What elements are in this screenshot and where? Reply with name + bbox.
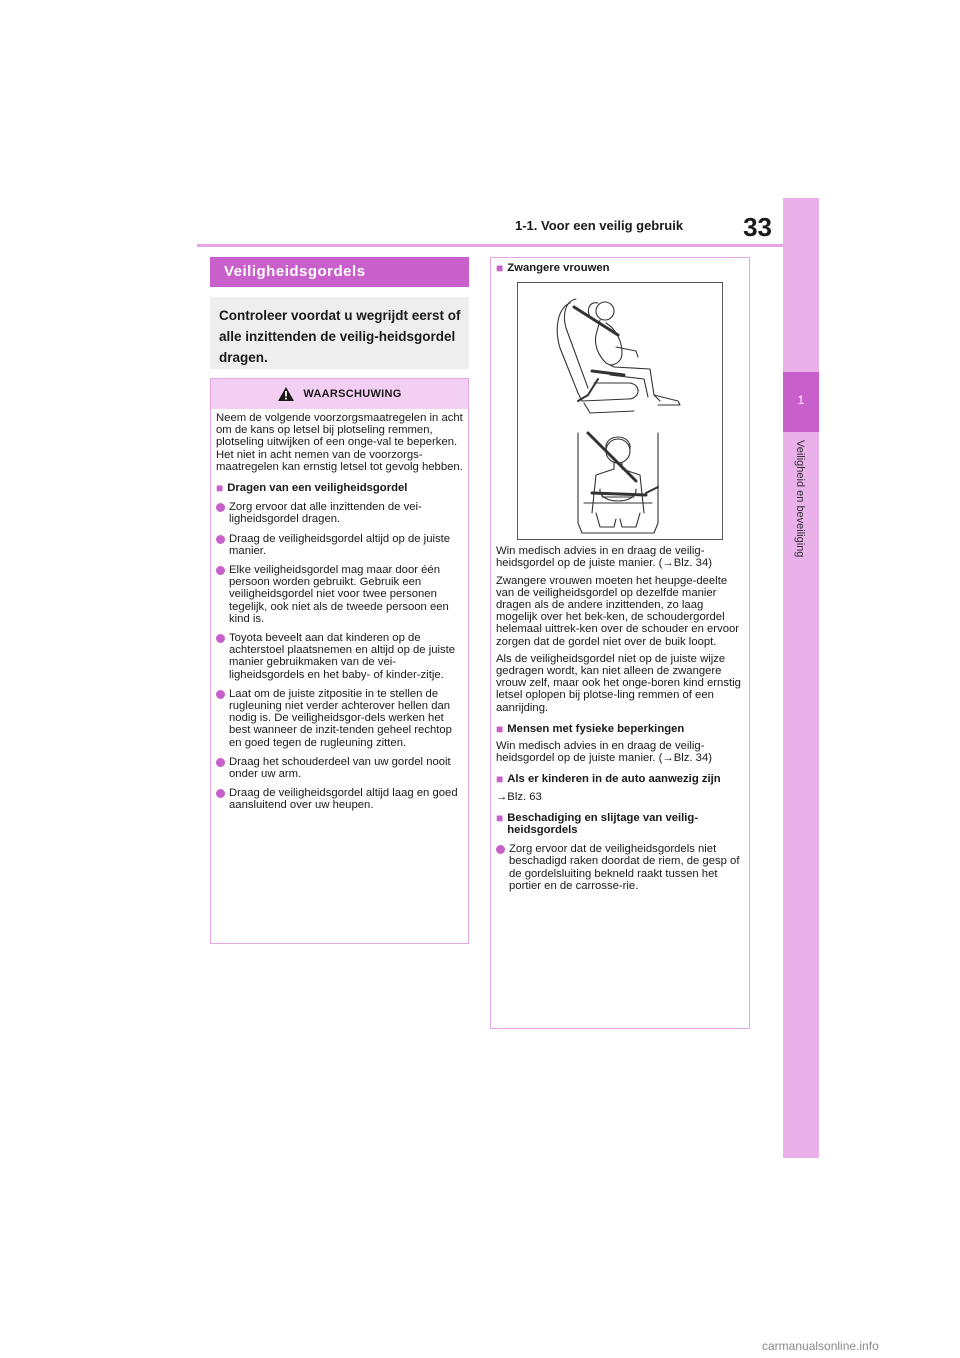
list-item: Draag het schouderdeel van uw gordel nooit onder uw arm.: [216, 756, 463, 780]
list-item: Toyota beveelt aan dat kinderen op de achterstoel plaatsnemen en altijd op de juiste manier gebruikmaken van de vei-ligheidsgordels en het baby- of kinder-zitje.: [216, 632, 463, 681]
watermark: carmanualsonline.info: [762, 1339, 879, 1353]
bullet-dot-icon: [496, 845, 505, 854]
bullet-dot-icon: [216, 690, 225, 699]
intro-text: Controleer voordat u wegrijdt eerst of alle inzittenden de veilig-heidsgordel dragen.: [210, 297, 469, 369]
warning-box: [210, 378, 469, 944]
warning-triangle-icon: [277, 386, 295, 402]
pregnant-text-3: Als de veiligheidsgordel niet op de juiste wijze gedragen wordt, kan niet alleen de zwangere vrouw zelf, maar ook het onge-boren kind ernstig letsel oplopen bij plotse-ling remmen of een aanrijding.: [496, 652, 741, 714]
list-item: Zorg ervoor dat de veiligheidsgordels niet beschadigd raken doordat de riem, de gesp of de gordelsluiting bekneld raakt tussen het portier en de carrosse-rie.: [496, 843, 743, 892]
bullet-dot-icon: [216, 503, 225, 512]
pregnant-seatbelt-illustration: [517, 282, 723, 540]
side-tab: [783, 198, 819, 1158]
square-bullet-icon: ■: [496, 772, 504, 787]
info-box: [490, 257, 750, 1029]
bullet-dot-icon: [216, 758, 225, 767]
disabled-text: Win medisch advies in en draag de veilig-heidsgordel op de juiste manier. (→Blz. 34): [496, 740, 713, 765]
warning-header: [211, 379, 468, 409]
list-item: Laat om de juiste zitpositie in te stellen de rugleuning niet verder achterover hellen dan nodig is. De veiligheidsgor-dels werken het best wanneer de inzit-tenden geheel rechtop en goed tegen de rugleuning zitten.: [216, 688, 463, 749]
square-bullet-icon: ■: [496, 721, 504, 736]
children-ref: →Blz. 63: [496, 790, 542, 803]
list-item: Draag de veiligheidsgordel altijd op de juiste manier.: [216, 533, 463, 557]
list-item: Zorg ervoor dat alle inzittenden de vei-ligheidsgordel dragen.: [216, 501, 463, 525]
pregnant-heading: ■ Zwangere vrouwen: [496, 261, 610, 275]
list-item: Elke veiligheidsgordel mag maar door één persoon worden gebruikt. Gebruik een veiligheidsgordel niet voor twee personen tegelijk, ook niet als de tweede persoon een kind is.: [216, 564, 463, 625]
disabled-heading: ■ Mensen met fysieke beperkingen: [496, 721, 685, 736]
warning-subheading: ■ Dragen van een veiligheidsgordel: [216, 481, 408, 496]
square-bullet-icon: ■: [216, 481, 224, 496]
pregnant-text-2: Zwangere vrouwen moeten het heupge-deelte van de veiligheidsgordel op dezelfde manier dragen als de andere inzittenden, zo laag mogelijk over het bek-ken, de schoudergordel helemaal uittrek-ken over de schouder en ervoor zorgen dat de gordel niet over de buik loopt.: [496, 574, 740, 648]
square-bullet-icon: ■: [496, 810, 504, 825]
warning-heading: WAARSCHUWING: [303, 388, 402, 400]
section-title: Veiligheidsgordels: [210, 257, 469, 287]
bullet-dot-icon: [216, 789, 225, 798]
header-rule: [197, 244, 783, 247]
section-header: 1-1. Voor een veilig gebruik: [515, 218, 684, 233]
square-bullet-icon: ■: [496, 261, 504, 275]
children-heading: ■ Als er kinderen in de auto aanwezig zijn: [496, 772, 721, 787]
pregnant-text-1: Win medisch advies in en draag de veilig-heidsgordel op de juiste manier. (→Blz. 34): [496, 545, 713, 570]
bullet-dot-icon: [216, 566, 225, 575]
side-tab-label: Veiligheid en beveiliging: [794, 440, 806, 558]
side-tab-number: 1: [797, 393, 805, 407]
bullet-dot-icon: [216, 634, 225, 643]
warning-body-text: Neem de volgende voorzorgsmaatregelen in acht om de kans op letsel bij plotseling remmen, plotseling uitwijken of een onge-val te beperken. Het niet in acht nemen van de voorzorgs-maatregelen kan ernstig letsel tot gevolg hebben.: [216, 412, 463, 473]
bullet-dot-icon: [216, 535, 225, 544]
page-number: 33: [743, 212, 772, 242]
list-item: Draag de veiligheidsgordel altijd laag en goed aansluitend over uw heupen.: [216, 787, 463, 811]
seatbelt-figure-image: [518, 283, 722, 539]
damage-heading: ■ Beschadiging en slijtage van veilig-heidsgordels: [496, 810, 699, 837]
